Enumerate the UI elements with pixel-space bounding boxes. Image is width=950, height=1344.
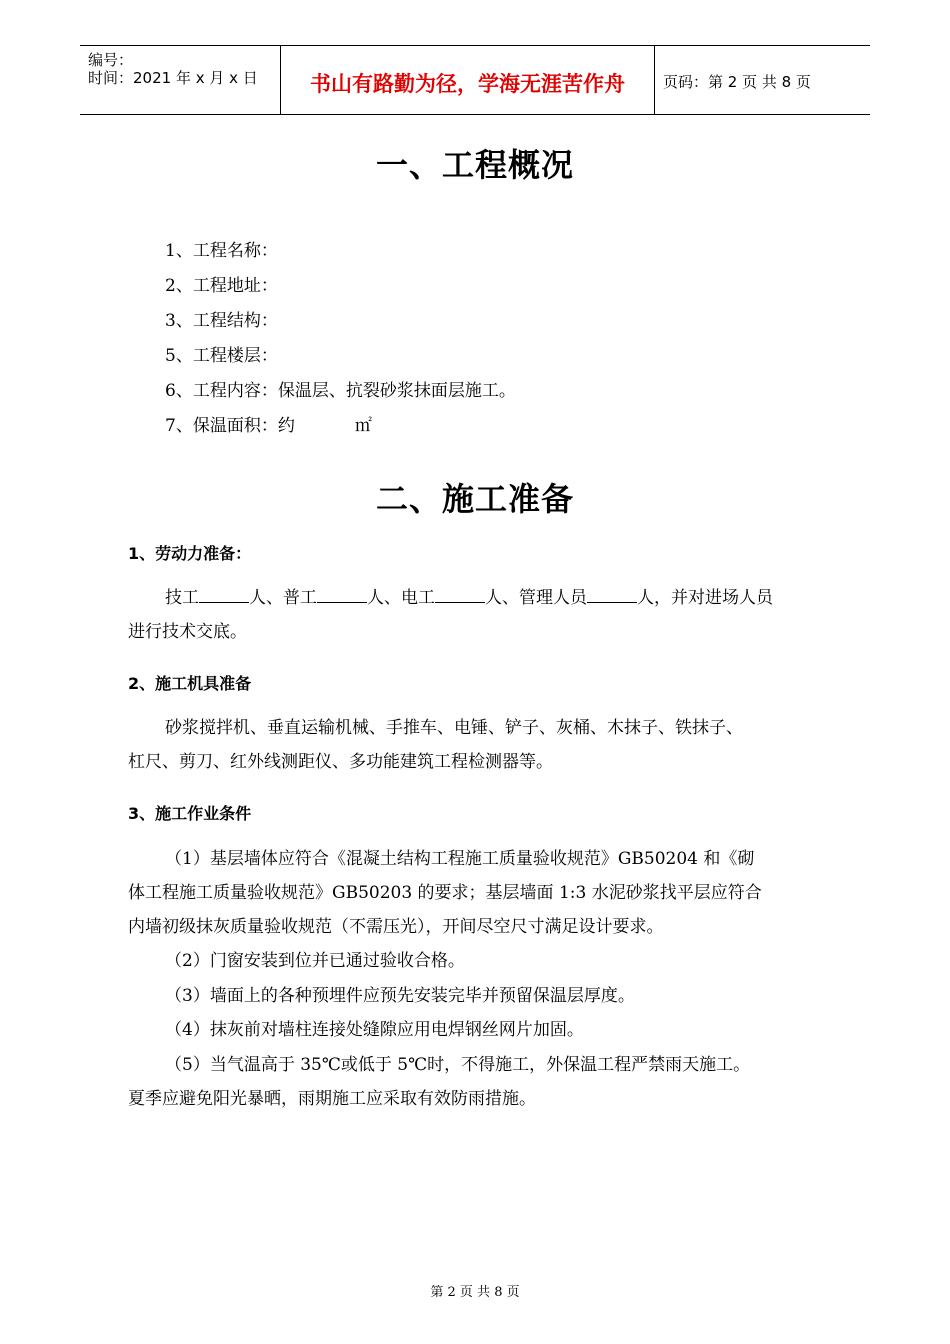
insulation-area-label: 7、保温面积：约 <box>165 416 295 436</box>
condition-1-line-1: （1）基层墙体应符合《混凝土结构工程施工质量验收规范》GB50204 和《砌 <box>165 849 755 869</box>
labor-line-2: 进行技术交底。 <box>128 622 247 642</box>
header-number-label: 编号： <box>88 51 134 69</box>
insulation-area-item <box>165 411 372 436</box>
tools-line-1: 砂浆搅拌机、垂直运输机械、手推车、电锤、铲子、灰桶、木抹子、铁抹子、 <box>165 718 743 738</box>
header-page-info: 页码：第 2 页 共 8 页 <box>663 73 811 91</box>
labor-heading: 1、劳动力准备： <box>128 544 252 563</box>
labor-tail-text: 人，并对进场人员 <box>637 588 773 608</box>
header-page-cell <box>655 46 870 114</box>
project-content-item: 6、工程内容：保温层、抗裂砂浆抹面层施工。 <box>165 381 516 401</box>
section2-title: 二、施工准备 <box>375 480 574 518</box>
tools-heading: 2、施工机具准备 <box>128 674 252 693</box>
page-footer: 第 2 页 共 8 页 <box>430 1285 520 1300</box>
condition-1-line-3: 内墙初级抹灰质量验收规范（不需压光），开间尽空尺寸满足设计要求。 <box>128 917 664 937</box>
header-left-cell <box>80 46 281 114</box>
labor-electrician-label: 人、电工 <box>367 588 435 608</box>
technician-blank <box>199 588 249 603</box>
condition-5-line-1: （5）当气温高于 35℃或低于 5℃时，不得施工，外保温工程严禁雨天施工。 <box>165 1055 751 1075</box>
condition-1-line-2: 体工程施工质量验收规范》GB50203 的要求；基层墙面 1:3 水泥砂浆找平层应符合 <box>128 883 762 903</box>
project-floors-item: 5、工程楼层： <box>165 346 278 366</box>
labor-technician-label: 技工 <box>165 588 199 608</box>
header-motto-cell <box>281 46 655 114</box>
condition-5-line-2: 夏季应避免阳光暴晒，雨期施工应采取有效防雨措施。 <box>128 1089 536 1109</box>
worker-blank <box>317 588 367 603</box>
labor-worker-label: 人、普工 <box>249 588 317 608</box>
labor-line-1 <box>165 583 773 608</box>
tools-line-2: 杠尺、剪刀、红外线测距仪、多功能建筑工程检测器等。 <box>128 752 553 772</box>
manager-blank <box>587 588 637 603</box>
condition-2: （2）门窗安装到位并已通过验收合格。 <box>165 951 465 971</box>
header-time-label: 时间：2021 年 x 月 x 日 <box>88 69 258 87</box>
condition-3: （3）墙面上的各种预埋件应预先安装完毕并预留保温层厚度。 <box>165 986 635 1006</box>
conditions-heading: 3、施工作业条件 <box>128 804 252 823</box>
header-table <box>80 45 870 115</box>
project-address-item: 2、工程地址： <box>165 276 278 296</box>
electrician-blank <box>435 588 485 603</box>
condition-4: （4）抹灰前对墙柱连接处缝隙应用电焊钢丝网片加固。 <box>165 1020 584 1040</box>
project-name-item: 1、工程名称： <box>165 241 278 261</box>
header-motto: 书山有路勤为径，学海无涯苦作舟 <box>310 72 625 96</box>
project-structure-item: 3、工程结构： <box>165 311 278 331</box>
area-unit: ㎡ <box>354 416 372 436</box>
labor-manager-label: 人、管理人员 <box>485 588 587 608</box>
section1-title: 一、工程概况 <box>375 146 574 184</box>
